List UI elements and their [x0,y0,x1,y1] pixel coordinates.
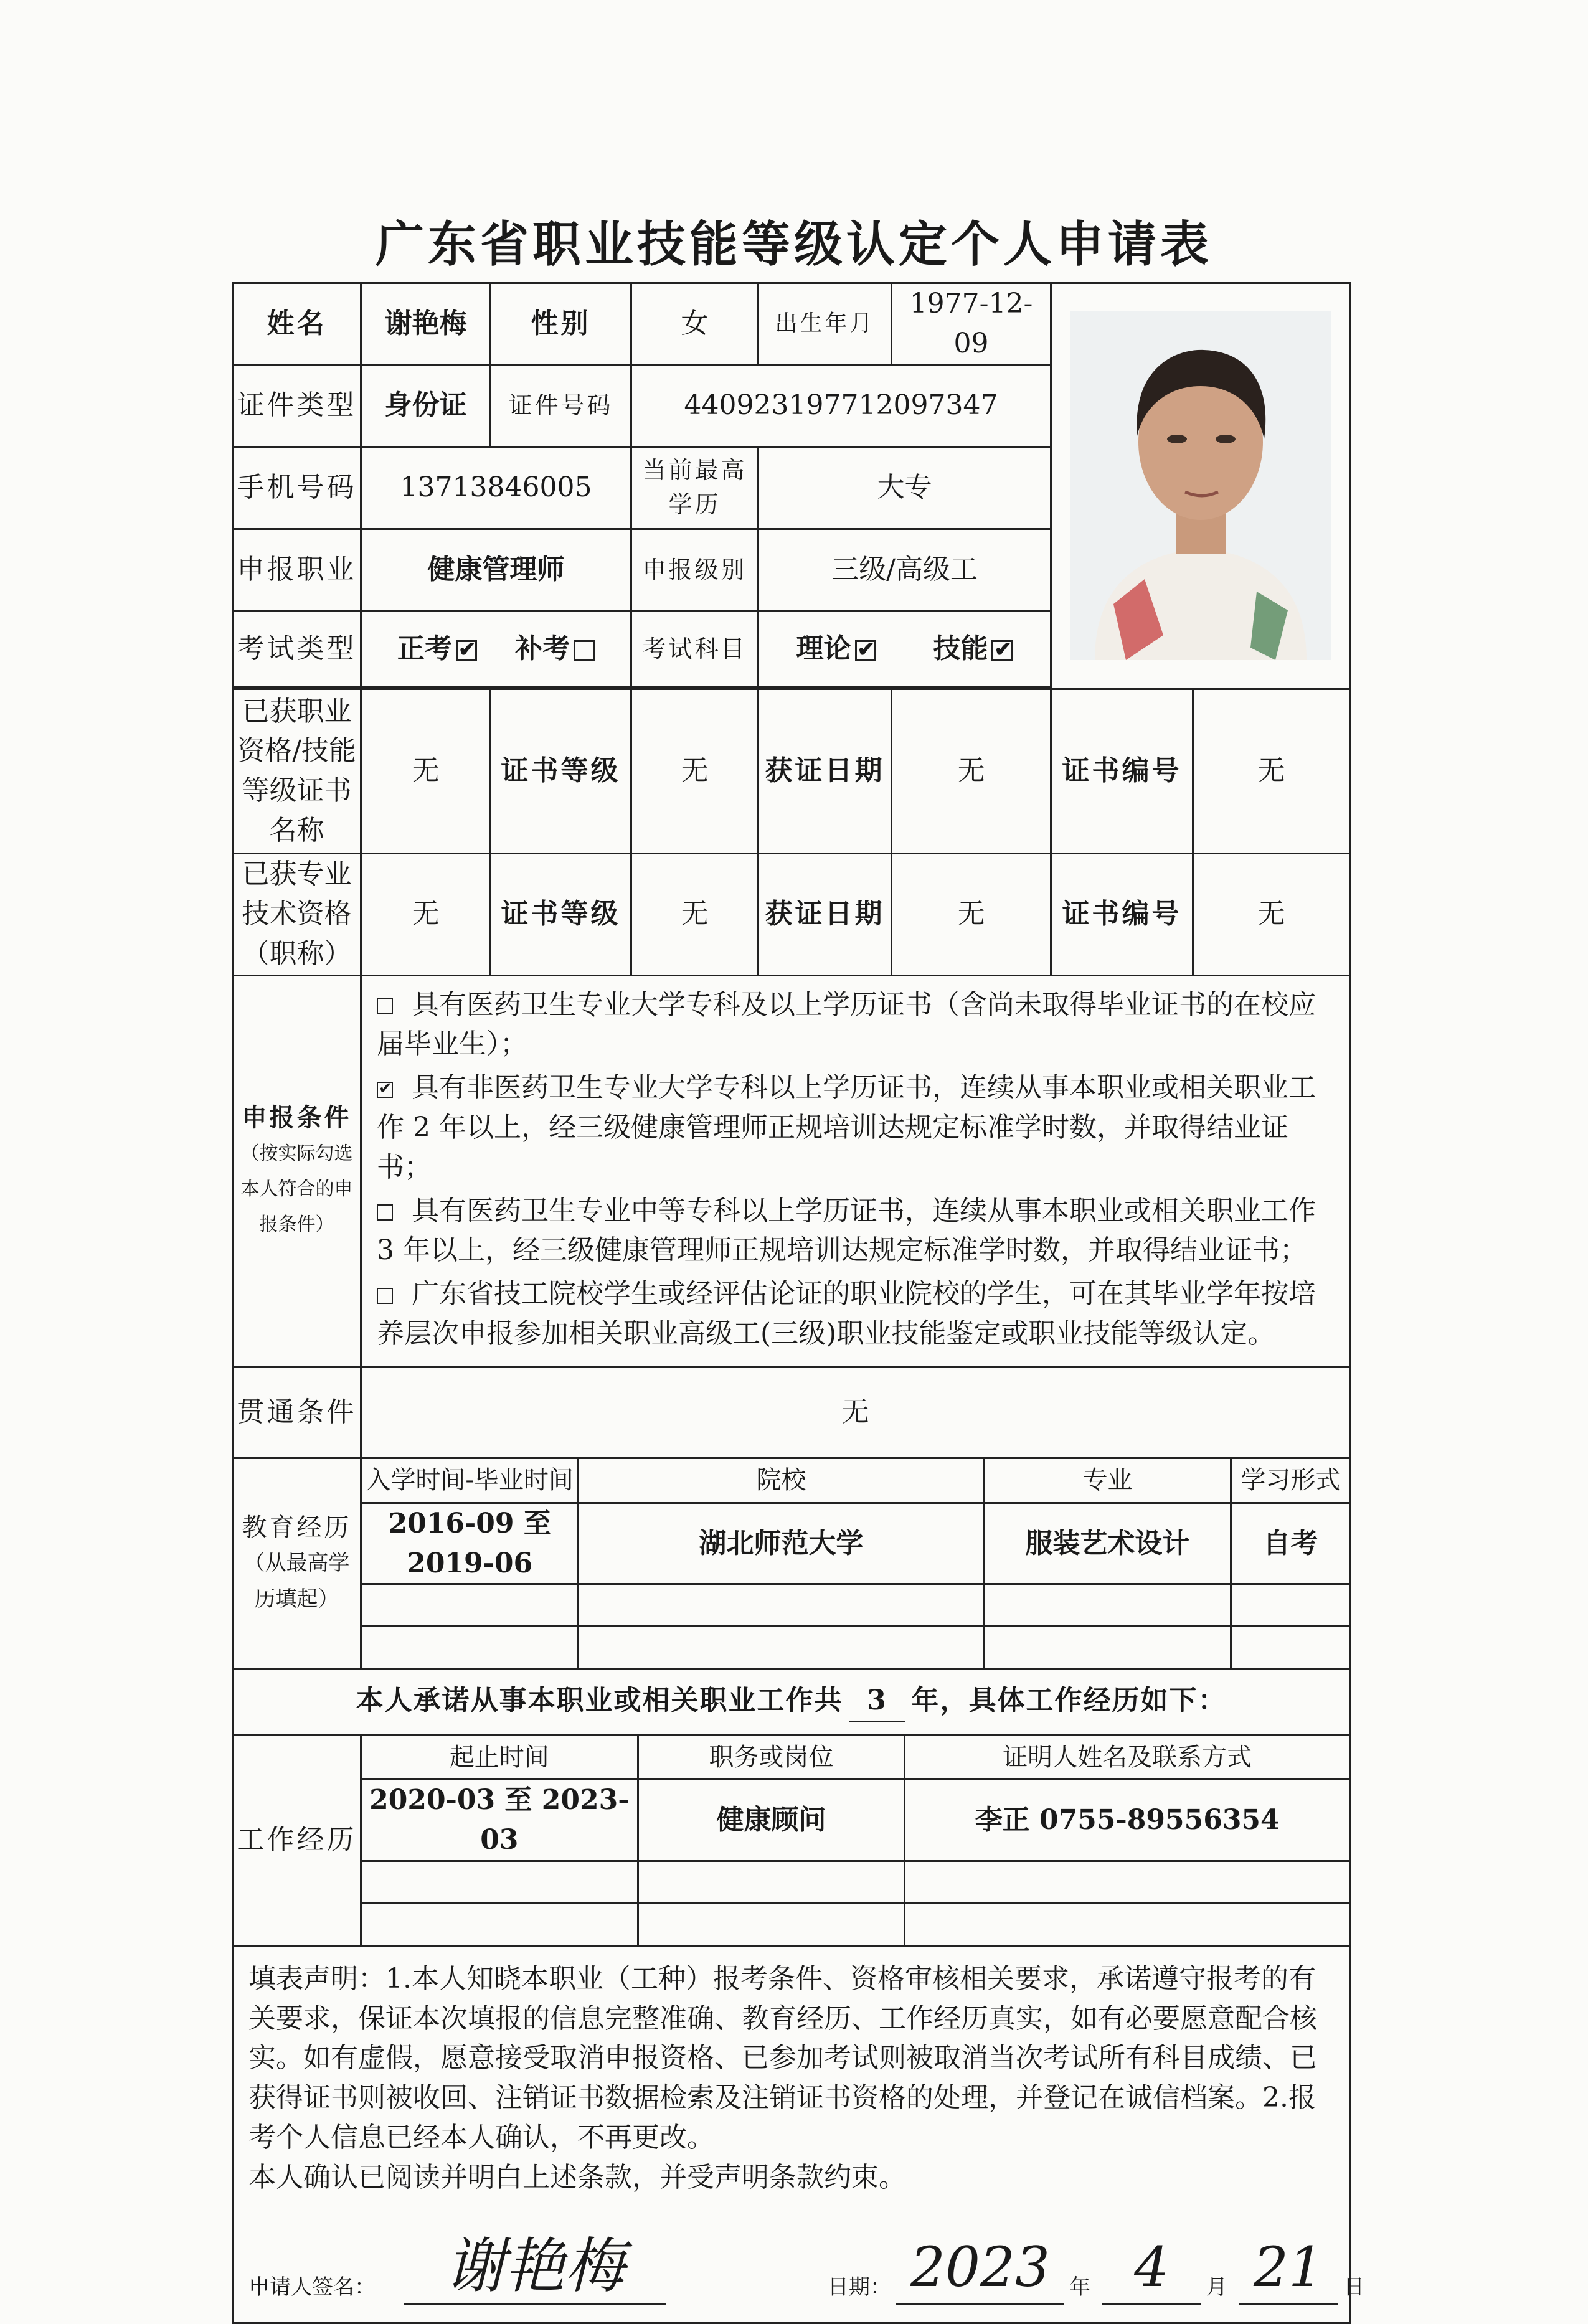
qual-cert-label: 已获职业资格/技能等级证书名称 [233,689,361,853]
applicant-photo [1070,311,1331,660]
work-table [360,1734,1351,1947]
name-label: 姓名 [233,283,361,365]
edu-row-2-mode [1231,1584,1350,1627]
work-row-2-period [361,1861,638,1903]
condition-2-text: 具有非医药卫生专业大学专科以上学历证书，连续从事本职业或相关职业工作 2 年以上，经三级健康管理师正规培训达规定标准学时数，并取得结业证书； [377,1072,1316,1183]
prof-cert-no: 无 [1193,853,1350,975]
condition-3-checkbox[interactable] [377,1204,393,1221]
condition-3-text: 具有医药卫生专业中等专科以上学历证书，连续从事本职业或相关职业工作 3 年以上，经三级健康管理师正规培训达规定标准学时数，并取得结业证书； [377,1194,1316,1267]
prof-cert-level: 无 [631,853,759,975]
signature-row [248,2222,1364,2310]
date-day-unit: 日 [1343,2275,1364,2300]
edu-row-1-period: 2016-09 至 2019-06 [361,1503,579,1584]
edu-header-school: 院校 [579,1458,984,1503]
declaration-cell [233,1945,1364,2323]
pledge-years: 3 [849,1681,905,1722]
pledge-line [233,1669,1350,1735]
exam-type-makeup-checkbox[interactable] [574,640,595,661]
date-month-unit: 月 [1206,2275,1227,2300]
pledge-after: 年，具体工作经历如下： [911,1684,1227,1717]
id-number-label: 证件号码 [491,364,631,446]
work-row-3-position [638,1903,905,1945]
prof-cert-label: 已获专业技术资格（职称） [233,853,361,975]
exam-type-label: 考试类型 [233,611,361,687]
application-form [232,282,1364,2324]
prof-cert-date-label: 获证日期 [759,853,892,975]
condition-4-checkbox[interactable] [377,1288,393,1304]
work-header-reference: 证明人姓名及联系方式 [905,1735,1350,1780]
confirm-text: 本人确认已阅读并明白上述条款，并受声明条款约束。 [248,2161,906,2193]
phone-value: 13713846005 [361,446,631,529]
edu-row-3-mode [1231,1627,1350,1669]
occupation-label: 申报职业 [233,529,361,611]
work-header-period: 起止时间 [361,1735,638,1780]
gender-label: 性别 [491,283,631,365]
exam-subject-label: 考试科目 [631,611,759,687]
edu-history-label: 教育经历 [242,1513,352,1542]
through-label: 贯通条件 [233,1367,361,1458]
prof-cert-date: 无 [892,853,1051,975]
condition-1-checkbox[interactable] [377,998,393,1014]
exam-type-regular-checkbox[interactable] [456,640,477,661]
condition-1-text: 具有医药卫生专业大学专科及以上学历证书（含尚未取得毕业证书的在校应届毕业生）； [377,988,1316,1060]
condition-4-text: 广东省技工院校学生或经评估论证的职业院校的学生，可在其毕业学年按培养层次申报参加相关职业高级工(三级)职业技能鉴定或职业技能等级认定。 [377,1278,1316,1349]
name-value: 谢艳梅 [361,283,491,365]
through-value: 无 [361,1367,1350,1458]
edu-history-note: （从最高学历填起） [243,1550,350,1612]
qual-cert-level-label: 证书等级 [491,689,631,853]
id-type-value: 身份证 [361,364,491,446]
condition-item [377,1191,1334,1271]
signature-name: 谢艳梅 [404,2231,666,2304]
work-history-label: 工作经历 [233,1735,361,1946]
work-row-1-reference: 李正 0755-89556354 [905,1780,1350,1861]
condition-item [377,1068,1334,1187]
edu-row-3-major [984,1627,1231,1669]
date-day: 21 [1239,2234,1338,2305]
declaration-text: 填表声明：1.本人知晓本职业（工种）报考条件、资格审核相关要求，承诺遵守报考的有关要求，保证本次填报的信息完整准确、教育经历、工作经历真实，如有必要愿意配合核实。如有虚假，愿意接受取消申报资格、已参加考试则被取消当次考试所有科目成绩、已获得证书则被收回、注销证书数据检索及注销证书资格的处理，并登记在诚信档案。2.报考个人信息已经本人确认，不再更改。 [248,1962,1317,2153]
work-row-3-period [361,1903,638,1945]
edu-row-1-major: 服装艺术设计 [984,1503,1231,1584]
conditions-label: 申报条件 [242,1103,352,1133]
signature-label: 申请人签名： [248,2275,376,2300]
work-history-cell [361,1735,1350,1946]
exam-type-regular: 正考 [397,633,452,665]
edu-row-3-period [361,1627,579,1669]
date-year: 2023 [896,2234,1064,2305]
condition-item [377,985,1334,1065]
work-row-3-reference [905,1903,1350,1945]
work-row-2-reference [905,1861,1350,1903]
edu-row-2-period [361,1584,579,1627]
work-header-position: 职务或岗位 [638,1735,905,1780]
level-label: 申报级别 [631,529,759,611]
level-value: 三级/高级工 [759,529,1051,611]
conditions-note: （按实际勾选本人符合的申报条件） [240,1143,353,1236]
exam-type-makeup: 补考 [515,633,570,665]
conditions-label-cell [233,975,361,1367]
exam-subject-theory: 理论 [796,633,851,665]
edu-row-2-school [579,1584,984,1627]
edu-row-1-mode: 自考 [1231,1503,1350,1584]
gender-value: 女 [631,283,759,365]
work-row-1-period: 2020-03 至 2023-03 [361,1780,638,1861]
condition-item [377,1274,1334,1354]
condition-2-checkbox[interactable] [377,1082,393,1098]
exam-subject-skill-checkbox[interactable] [991,640,1013,661]
id-type-label: 证件类型 [233,364,361,446]
id-number-value: 440923197712097347 [631,364,1051,446]
birth-value: 1977-12-09 [892,283,1051,365]
education-table [360,1457,1351,1670]
edu-row-3-school [579,1627,984,1669]
edu-row-2-major [984,1584,1231,1627]
date-month: 4 [1102,2234,1201,2305]
qual-cert-level: 无 [631,689,759,853]
work-row-1-position: 健康顾问 [638,1780,905,1861]
prof-cert-level-label: 证书等级 [491,853,631,975]
pledge-before: 本人承诺从事本职业或相关职业工作共 [356,1684,843,1717]
photo-cell [1051,283,1350,689]
exam-subject-options [759,611,1051,687]
qual-cert-name: 无 [361,689,491,853]
form-title: 广东省职业技能等级认定个人申请表 [375,216,1212,273]
education-value: 大专 [759,446,1051,529]
edu-history-label-cell [233,1458,361,1669]
education-label: 当前最高学历 [631,446,759,529]
qual-cert-date-label: 获证日期 [759,689,892,853]
occupation-value: 健康管理师 [361,529,631,611]
qual-cert-date: 无 [892,689,1051,853]
prof-cert-name: 无 [361,853,491,975]
edu-header-period: 入学时间-毕业时间 [361,1458,579,1503]
edu-row-1-school: 湖北师范大学 [579,1503,984,1584]
exam-type-options [361,611,631,687]
qual-cert-no: 无 [1193,689,1350,853]
edu-history-cell [361,1458,1350,1669]
date-label: 日期： [828,2275,891,2300]
exam-subject-skill: 技能 [933,633,988,665]
phone-label: 手机号码 [233,446,361,529]
work-row-2-position [638,1861,905,1903]
edu-header-major: 专业 [984,1458,1231,1503]
prof-cert-no-label: 证书编号 [1051,853,1193,975]
exam-subject-theory-checkbox[interactable] [855,640,876,661]
conditions-list [361,975,1350,1367]
date-year-unit: 年 [1069,2275,1090,2300]
birth-label: 出生年月 [759,283,892,365]
edu-header-mode: 学习形式 [1231,1458,1350,1503]
qual-cert-no-label: 证书编号 [1051,689,1193,853]
